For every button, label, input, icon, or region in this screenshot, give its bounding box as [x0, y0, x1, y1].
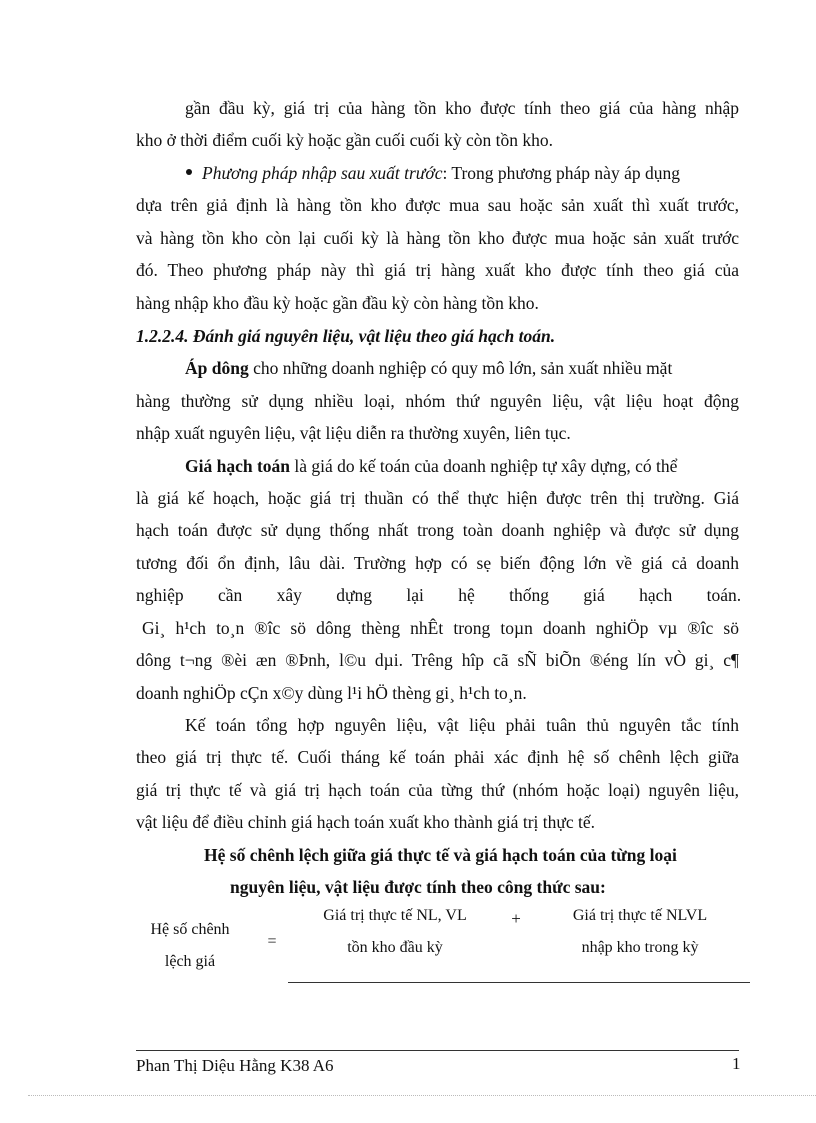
footer-rule	[136, 1050, 739, 1051]
footer-author: Phan Thị Diệu Hằng K38 A6	[136, 1056, 334, 1075]
garbled-text-line: Gi¸ h¹ch to¸n ®îc sö dông thèng nhÊt trong toµn doanh nghiÖp vµ ®îc sö	[142, 618, 739, 638]
formula-term-1: Giá trị thực tế NL, VL	[323, 907, 467, 924]
text-line: hạch toán được sử dụng thống nhất trong toàn doanh nghiệp và được sử dụng	[136, 520, 739, 540]
formula-lhs: lệch giá	[164, 953, 216, 970]
page-edge-dotted-line	[28, 1095, 816, 1096]
formula-term-1: tồn kho đầu kỳ	[347, 939, 443, 956]
text-line: theo giá trị thực tế. Cuối tháng kế toán phải xác định hệ số chênh lệch giữa	[136, 747, 739, 767]
garbled-text-line: dông t¬ng ®èi æn ®Þnh, l©u dµi. Trêng hîp cã sÑ biÕn ®éng lín vÒ gi¸ c¶	[136, 650, 739, 670]
text-line: hàng thường sử dụng nhiều loại, nhóm thứ nguyên liệu, vật liệu hoạt động	[136, 391, 739, 411]
bullet-icon	[186, 169, 192, 175]
page-number: 1	[732, 1054, 741, 1073]
text-line: tương đối ổn định, lâu dài. Trường hợp có sẹ biến động lớn về giá cả doanh	[136, 553, 739, 573]
text-line: gần đầu kỳ, giá trị của hàng tồn kho được tính theo giá của hàng nhập	[185, 98, 739, 118]
formula-term-2: Giá trị thực tế NLVL	[572, 907, 708, 924]
text-line: là giá do kế toán của doanh nghiệp tự xây dựng, có thể	[290, 456, 678, 476]
formula-term-2: nhập kho trong kỳ	[581, 939, 699, 956]
text-line: : Trong phương pháp này áp dụng	[442, 163, 680, 183]
formula-title: Hệ số chênh lệch giữa giá thực tế và giá hạch toán của từng loại	[204, 845, 677, 865]
equals-sign: =	[267, 933, 277, 950]
paragraph-lead	[185, 458, 739, 476]
text-line: đó. Theo phương pháp này thì giá trị hàng xuất kho được tính theo giá của	[136, 260, 739, 280]
method-name: Phương pháp nhập sau xuất trước	[202, 163, 443, 183]
text-line: là giá kế hoạch, hoặc giá trị thuần có thể thực hiện được trên thị trường. Giá	[136, 488, 739, 508]
text-line: vật liệu để điều chỉnh giá hạch toán xuất kho thành giá trị thực tế.	[136, 812, 595, 832]
paragraph-lead	[185, 360, 739, 378]
fraction-line	[288, 982, 750, 983]
text-line: và hàng tồn kho còn lại cuối kỳ là hàng tồn kho được mua hoặc sản xuất trước	[136, 228, 739, 248]
bold-term: Giá hạch toán	[185, 456, 291, 476]
text-line: nhập xuất nguyên liệu, vật liệu diễn ra thường xuyên, liên tục.	[136, 423, 571, 443]
bold-term: Áp dông	[185, 358, 249, 378]
garbled-text-line: doanh nghiÖp cÇn x©y dùng l¹i hÖ thèng gi¸ h¹ch to¸n.	[136, 683, 527, 703]
bullet-paragraph-lead	[186, 165, 739, 183]
text-line: kho ở thời điểm cuối kỳ hoặc gần cuối cuối kỳ còn tồn kho.	[136, 130, 554, 150]
text-line: Kế toán tổng hợp nguyên liệu, vật liệu phải tuân thủ nguyên tắc tính	[185, 715, 739, 735]
section-heading: 1.2.2.4. Đánh giá nguyên liệu, vật liệu theo giá hạch toán.	[136, 326, 556, 346]
formula-title: nguyên liệu, vật liệu được tính theo công thức sau:	[230, 877, 606, 897]
text-line: giá trị thực tế và giá trị hạch toán của từng thứ (nhóm hoặc loại) nguyên liệu,	[136, 780, 739, 800]
text-line: cho những doanh nghiệp có quy mô lớn, sản xuất nhiều mặt	[248, 358, 673, 378]
formula-lhs: Hệ số chênh	[150, 921, 230, 938]
text-line: dựa trên giả định là hàng tồn kho được mua sau hoặc sản xuất thì xuất trước,	[136, 195, 739, 215]
text-line: nghiệp cần xây dựng lại hệ thống giá hạch toán.	[136, 585, 742, 605]
plus-sign: +	[511, 909, 521, 928]
text-line: hàng nhập kho đầu kỳ hoặc gần đầu kỳ còn hàng tồn kho.	[136, 293, 539, 313]
